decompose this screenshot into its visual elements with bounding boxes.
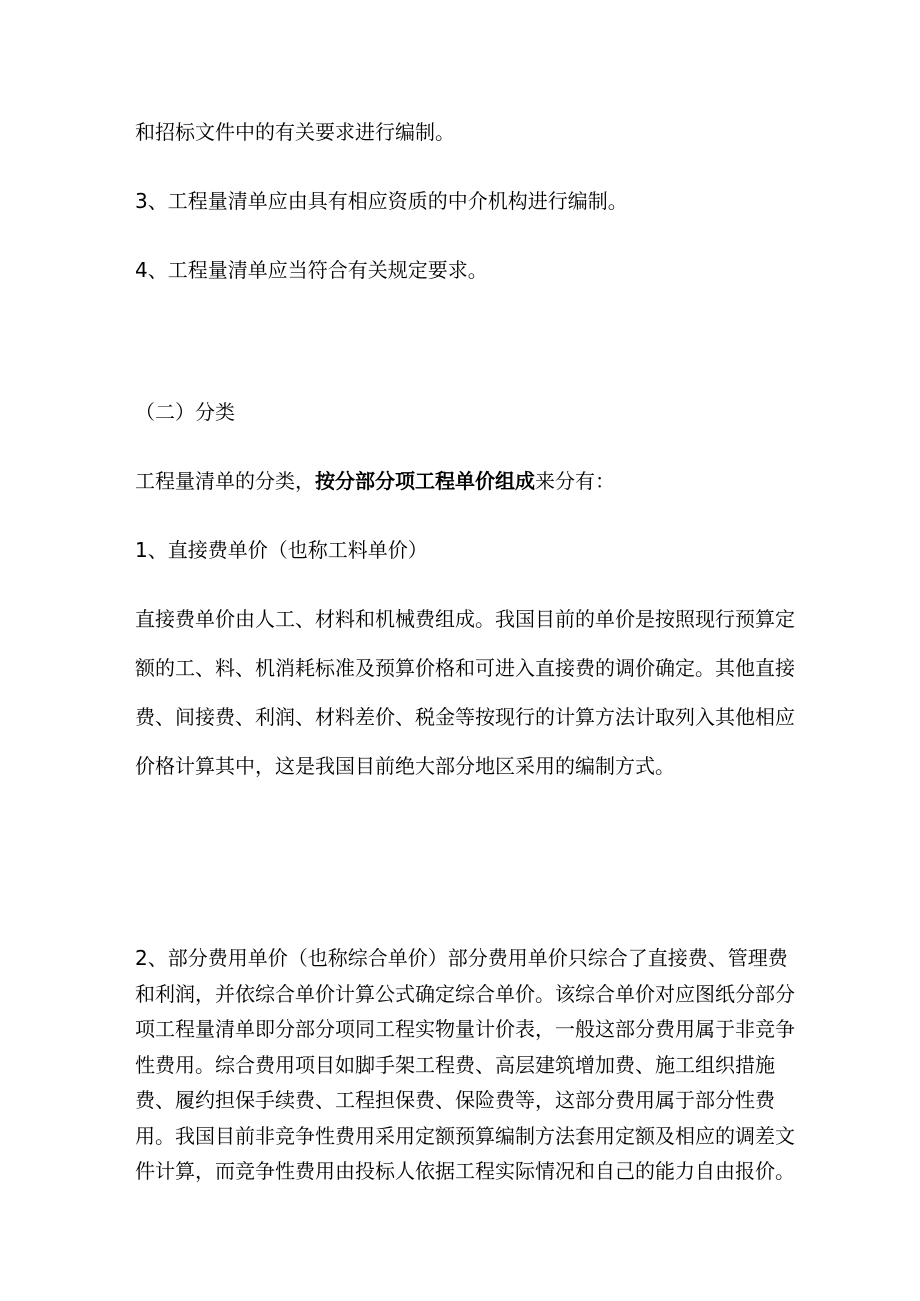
classification-suffix: 来分有： [535, 469, 615, 493]
classification-emphasis: 按分部分项工程单价组成 [315, 469, 535, 493]
classification-line [135, 467, 805, 495]
subheading-direct-cost: 1、直接费单价（也称工料单价） [135, 538, 428, 562]
list-item-4: 4、工程量清单应当符合有关规定要求。 [135, 258, 488, 282]
classification-prefix: 工程量清单的分类， [135, 469, 315, 493]
continuation-text: 和招标文件中的有关要求进行编制。 [135, 120, 455, 144]
section-heading: （二）分类 [135, 400, 235, 424]
paragraph-direct-cost: 直接费单价由人工、材料和机械费组成。我国目前的单价是按照现行预算定额的工、料、机消耗标准及预算价格和可进入直接费的调价确定。其他直接费、间接费、利润、材料差价、税金等按现行的计算方法计取列入其他相应价格计算其中，这是我国目前绝大部分地区采用的编制方式。 [135, 607, 795, 778]
paragraph-partial-cost: 2、部分费用单价（也称综合单价）部分费用单价只综合了直接费、管理费和利润，并依综合单价计算公式确定综合单价。该综合单价对应图纸分部分项工程量清单即分部分项同工程实物量计价表，一般这部分费用属于非竞争性费用。综合费用项目如脚手架工程费、高层建筑增加费、施工组织措施费、履约担保手续费、工程担保费、保险费等，这部分费用属于部分性费用。我国目前非竞争性费用采用定额预算编制方法套用定额及相应的调差文件计算，而竞争性费用由投标人依据工程实际情况和自己的能力自由报价。 [135, 946, 795, 1183]
list-item-3: 3、工程量清单应由具有相应资质的中介机构进行编制。 [135, 189, 628, 213]
